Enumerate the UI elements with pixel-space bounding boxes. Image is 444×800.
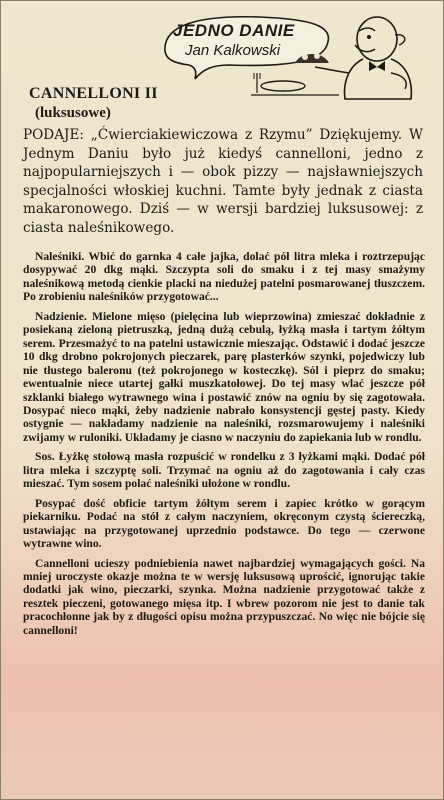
article-title: CANNELLONI II bbox=[29, 85, 158, 102]
paragraph-nalesniki bbox=[23, 250, 425, 304]
paragraph-lead: Naleśniki. bbox=[35, 250, 85, 263]
paragraph-text: Cannelloni ucieszy podniebienia nawet najbardziej wymagających gości. Na mniej uroczyste okazje można te w wersję luksusową uprościć, ignorując takie dodatki jak wino, pieczarki, szynka. Można nadzienie przygotować także z resztek pieczeni, gotowanego mięsa itp. I wbrew pozorom nie jest to danie tak pracochłonne jak by z długości opisu można przypuszczać. No więc nie bójcie się cannelloni! bbox=[23, 556, 425, 637]
paragraph-text: Wbić do garnka 4 całe jajka, dolać pół litra mleka i roztrzepując dosypywać 20 dkg mąki. Szczypta soli do smaku i z tej masy smażymy naleśnikową metodą cienkie placki na niedużej patelni posmarowanej tłuszczem. Po zrobieniu naleśników przygotować... bbox=[23, 250, 425, 304]
paragraph-text: Łyżkę stołową masła rozpuścić w rondelku z 3 łyżkami mąki. Dodać pół litra mleka i szczyptę soli. Trzymać na ogniu aż do zagotowania i cały czas mieszać. Tym sosem polać naleśniki ułożone w rondlu. bbox=[23, 450, 425, 491]
paragraph-sos bbox=[23, 450, 425, 490]
article-body bbox=[23, 250, 425, 641]
paragraph-text: Mielone mięso (pielęcina lub wieprzowina) zmieszać dokładnie z posiekaną zieloną pietruszką, jedną dużą cebulą, łyżką masła i tartym żółtym serem. Przesmażyć to na patelni ustawicznie mieszając. Odstawić i dodać jeszcze 10 dkg drobno pokrojonych pieczarek, parę plasterków szynki, pojedwiczy lub nie tłustego baleronu (też pokrojonego w kosteczkę). Sól i pieprz do smaku; ewentualnie niece utartej gałki muszkatołowej. Do tej masy wlać jeszcze pół szklanki białego wytrawnego wina i postawić znów na ogniu by się zagotowała. Dosypać nieco mąki, żeby nadzienie nabrało konsystencji gęstej pasty. Kiedy ostygnie — nakładamy nadzienie na naleśniki, rozsmarowujemy i naleśniki zwijamy w ruloniki. Układamy je ciasno w naczyniu do zapiekania lub w rondlu. bbox=[23, 309, 425, 444]
header bbox=[1, 1, 444, 121]
paragraph-nadzienie bbox=[23, 310, 425, 445]
paragraph-posypac bbox=[23, 497, 425, 551]
paragraph-lead: Nadzienie. bbox=[35, 309, 87, 323]
intro-paragraph: PODAJE: „Ćwierciakiewiczowa z Rzymu” Dziękujemy. W Jednym Daniu było już kiedyś cannelloni, jedno z najpopularniejszych i — obok pizzy — najsławniejszych specjalności włoskiej kuchni. Tamte były jednak z ciasta makaronowego. Dziś — w wersji bardziej luksusowej: z ciasta naleśnikowego. bbox=[23, 127, 423, 236]
title-block bbox=[29, 85, 158, 121]
logo-title: JEDNO DANIE bbox=[173, 21, 295, 40]
paragraph-closing bbox=[23, 557, 425, 638]
logo-author: Jan Kalkowski bbox=[185, 42, 281, 59]
paragraph-lead: Sos. bbox=[35, 450, 55, 464]
column-logo bbox=[159, 11, 429, 101]
article-subtitle: (luksusowe) bbox=[35, 105, 111, 121]
paragraph-text: Posypać dość obficie tartym żółtym serem i zapiec krótko w gorącym piekarniku. Podać na stół z całym naczyniem, okręconym czystą ściereczką, ustawiając na przygotowanej uprzednio podstawce. Do tego — czerwone wytrawne wino. bbox=[23, 496, 425, 551]
